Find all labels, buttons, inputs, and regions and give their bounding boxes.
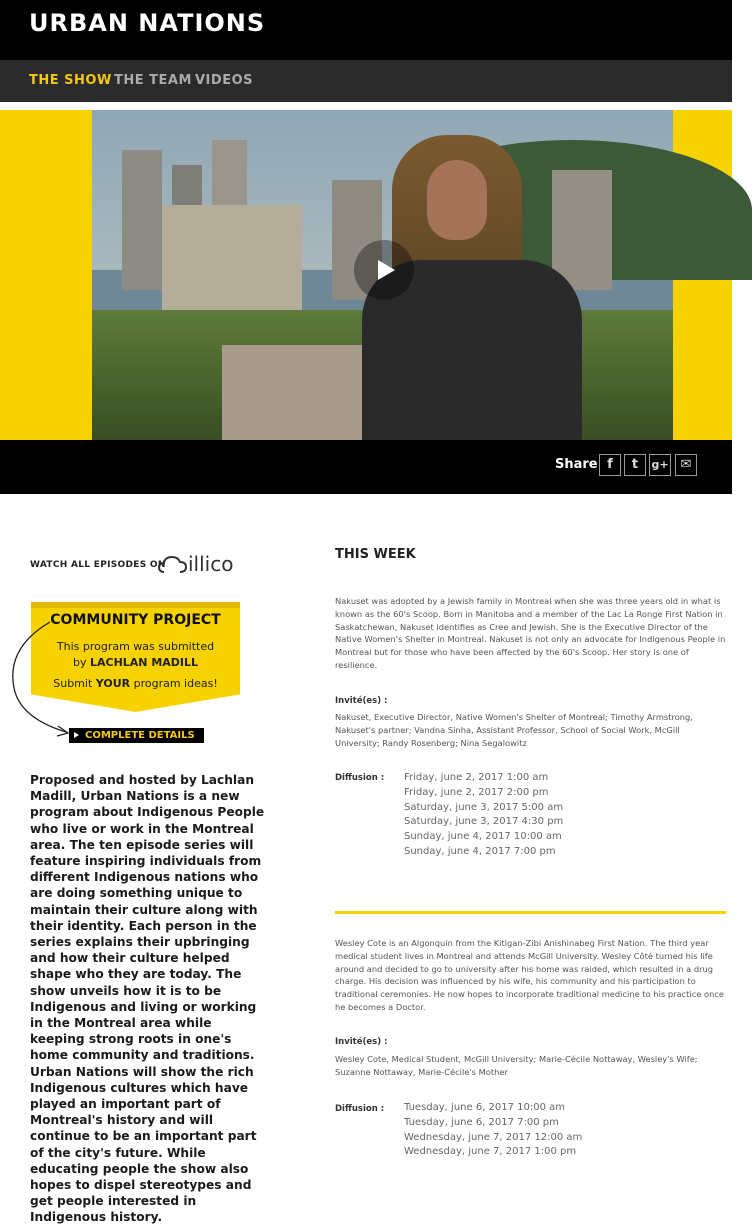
nav-item-the-team[interactable]: THE TEAM (114, 73, 192, 88)
guests-label: Invité(es) : (335, 1037, 388, 1047)
cta-prefix: Submit (53, 677, 93, 690)
nav-item-the-show[interactable]: THE SHOW (29, 73, 112, 88)
complete-details-button[interactable] (69, 728, 204, 743)
complete-details-label: COMPLETE DETAILS (85, 730, 195, 741)
show-description: Proposed and hosted by Lachlan Madill, Urban Nations is a new program about Indigenous People who live or work in the Montreal area. The ten episode series will feature inspiring individuals from different Indigenous nations who are doing something unique to maintain their culture along with their identity. Each person in the series explains their upbringing and how their culture helped shape who they are today. The show unveils how it is to be Indigenous and living or working in the Montreal area while keeping strong roots in one's home community and traditions. Urban Nations will show the rich Indigenous cultures which have played an important part of Montreal's history and will continue to be an important part of the city's future. While educating people the show also hopes to dispel stereotypes and get people interested in Indigenous history. (30, 773, 265, 1225)
watch-text: WATCH ALL EPISODES ON (30, 560, 166, 570)
video-building (122, 150, 162, 290)
airing-time: Sunday, june 4, 2017 10:00 am (404, 831, 562, 843)
airing-time: Sunday, june 4, 2017 7:00 pm (404, 845, 556, 857)
play-small-icon (74, 732, 79, 738)
diffusion-label: Diffusion : (335, 773, 385, 783)
facebook-icon[interactable]: f (599, 454, 621, 476)
airing-time: Saturday, june 3, 2017 5:00 am (404, 801, 564, 813)
cta-bold: YOUR (95, 677, 131, 690)
twitter-icon[interactable]: t (624, 454, 646, 476)
episode-guests: Wesley Cote, Medical Student, McGill University; Marie-Cécile Nottaway, Wesley's Wife; Suzanne Nottaway, Marie-Cécile's Mother (335, 1054, 698, 1077)
nav-item-videos[interactable]: VIDEOS (195, 73, 253, 88)
submitter-name: LACHLAN MADILL (89, 656, 199, 669)
airing-time: Wednesday, june 7, 2017 1:00 pm (404, 1146, 577, 1158)
play-button[interactable] (354, 240, 414, 300)
episode-guests: Nakuset, Executive Director, Native Women's Shelter of Montreal; Timothy Armstrong, Nakuset's partner; Vandna Sinha, Assistant Professor, School of Social Work, McGill University; Randy Rosenberg; Nina Segalowitz (335, 712, 693, 748)
email-icon[interactable]: ✉ (675, 454, 697, 476)
airing-time: Tuesday, june 6, 2017 7:00 pm (404, 1116, 559, 1128)
diffusion-label: Diffusion : (335, 1104, 385, 1114)
airing-times (404, 1101, 684, 1160)
site-header (0, 0, 732, 60)
airing-time: Wednesday, june 7, 2017 12:00 am (404, 1131, 583, 1143)
watch-on-illico[interactable] (30, 552, 250, 578)
cloud-icon (158, 555, 188, 575)
this-week-heading: THIS WEEK (335, 547, 416, 562)
guests-label: Invité(es) : (335, 696, 388, 706)
curved-arrow-icon (6, 618, 76, 738)
episode-description: Wesley Cote is an Algonquin from the Kitigan-Zibi Anishinabeg First Nation. The third year medical student lives in Montreal and attends McGill University. Wesley Côté turned his life around and decided to go to university after his home was raided, which resulted in a drug charge. His decision was influenced by his wife, his community and his participation to traditional ceremonies. He now hopes to incorporate traditional medicine to his practice once he becomes a Doctor. (335, 938, 725, 1012)
play-icon (378, 260, 395, 280)
site-logo[interactable]: URBAN NATIONS (29, 9, 266, 37)
main-nav (0, 60, 732, 102)
airing-time: Friday, june 2, 2017 2:00 pm (404, 786, 549, 798)
airing-times (404, 771, 684, 860)
airing-time: Saturday, june 3, 2017 4:30 pm (404, 816, 564, 828)
cta-suffix: program ideas! (133, 677, 218, 690)
share-label: Share (555, 457, 598, 472)
video-building (552, 170, 612, 290)
illico-logo: illico (188, 552, 234, 576)
community-project-title: COMMUNITY PROJECT (50, 612, 221, 628)
video-player[interactable] (92, 110, 673, 440)
hero-banner (0, 110, 732, 440)
airing-time: Tuesday, june 6, 2017 10:00 am (404, 1102, 566, 1113)
share-bar (0, 440, 732, 494)
video-person-face (427, 160, 487, 240)
episode-description: Nakuset was adopted by a Jewish family in Montreal when she was three years old in what is known as the 60's Scoop. Born in Manitoba and a member of the Lac La Ronge First Nation in Saskatchewan, Nakuset identifies as Cree and Jewish. She is the Executive Director of the Native Women's Shelter in Montreal. Nakuset is not only an advocate for Indigenous People in Montreal but for those who have been affected by the 60's Scoop. Her story is one of resilience. (335, 596, 726, 670)
airing-time: Friday, june 2, 2017 1:00 am (404, 772, 549, 783)
community-project-line: This program was submitted (56, 640, 215, 653)
episode-divider (335, 911, 726, 914)
community-project-top-strip (31, 602, 240, 608)
video-building (222, 345, 382, 440)
google-plus-icon[interactable]: g+ (649, 454, 671, 476)
video-building (162, 205, 302, 310)
submitter-prefix: by (72, 656, 87, 669)
